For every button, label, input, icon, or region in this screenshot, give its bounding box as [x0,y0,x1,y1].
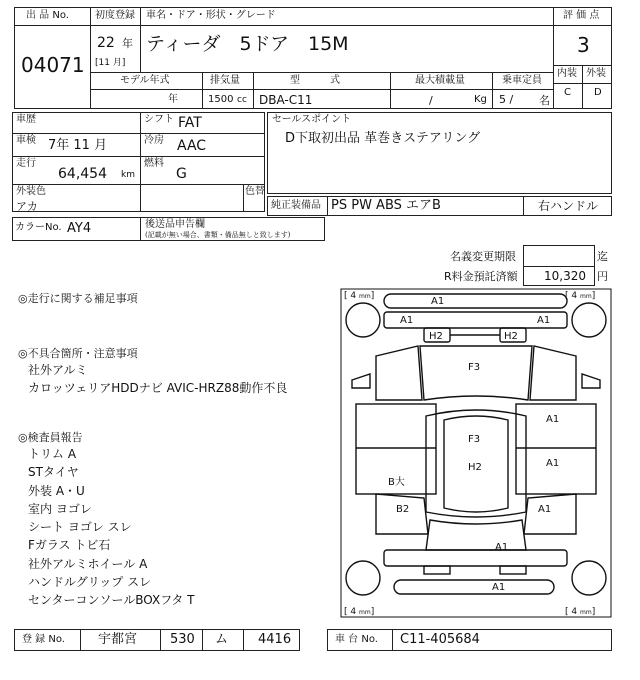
registration-label: 登 録 No. [22,634,65,645]
defect-item: 社外アルミ [28,363,88,377]
name-label: 車名・ドア・形状・グレード [146,10,276,21]
max-load-value: / [429,94,433,107]
displacement-label: 排気量 [210,75,240,86]
color-label: 外装色 [16,186,46,197]
type-label: 型 式 [290,75,340,86]
tire-bottom-right: 4 [571,607,578,617]
steering-value: 右ハンドル [538,199,599,213]
inspector-item: 外装 A・U [28,484,85,498]
mark-hood: F3 [468,362,481,373]
svg-text:[ 4 mm]: [ 4 mm] [565,291,596,301]
color-no-label: カラーNo. [15,222,62,233]
registration-number: 4416 [258,632,292,647]
tire-top-left: 4 [350,291,357,301]
shift-label: シフト [144,114,174,125]
aftermarket-note: (記載が無い場合、書類・備品無しと致します) [145,231,291,239]
max-load-unit: Kg [474,94,487,105]
inspector-item: ハンドルグリップ スレ [28,575,152,589]
svg-text:[ 4 mm]: [ 4 mm] [344,291,375,301]
first-reg-month: [11 月] [95,58,126,68]
first-reg-year: 22 [97,35,115,51]
running-header: ◎走行に関する補足事項 [18,292,138,305]
ac-label: 冷房 [144,135,164,146]
svg-text:A1: A1 [495,542,509,553]
defects-header: ◎不具合箇所・注意事項 [18,347,138,360]
car-damage-diagram [340,288,612,618]
equipment-label: 純正装備品 [271,200,321,211]
recycle-unit: 円 [597,270,608,283]
ac-value: AAC [177,138,207,154]
mark-front-right: A1 [537,315,551,326]
name-change-label: 名義変更期限 [450,250,516,263]
mileage-label: 走行 [16,158,36,169]
defect-item: カロッツェリアHDDナビ AVIC-HRZ88動作不良 [28,381,288,395]
model-year-unit: 年 [168,94,178,105]
inspector-item: シート ヨゴレ スレ [28,520,132,534]
mark-roof-f3: F3 [468,434,481,445]
history-label: 車歴 [16,114,36,125]
color-no-value: AY4 [67,221,92,236]
capacity-unit: 名 [539,94,550,107]
fuel-value: G [176,166,187,182]
mark-left-rear-door: B大 [388,477,405,488]
color-change-label: 色替 [245,186,265,197]
interior-grade: C [564,87,571,98]
tire-bottom-left: 4 [350,607,357,617]
chassis-number: C11-405684 [400,632,480,647]
chassis-label: 車 台 No. [335,634,378,645]
mark-right-rear-door: A1 [546,458,560,469]
inspector-item: センターコンソールBOXフタ T [28,593,195,607]
mark-front-bumper: A1 [431,296,445,307]
overall-score: 3 [577,33,590,57]
mark-right-rear-quarter: A1 [538,504,552,515]
fuel-label: 燃料 [144,158,164,169]
wheel-rear-right [572,561,606,595]
wheel-front-left [346,303,380,337]
inspector-header: ◎検査員報告 [18,431,83,444]
exterior-label: 外装 [586,68,606,79]
model-year-label: モデル年式 [120,75,170,86]
inspector-item: 社外アルミホイール A [28,557,148,571]
mark-roof-h2: H2 [468,462,482,473]
wheel-front-right [572,303,606,337]
registration-kana: ム [215,632,229,647]
displacement-value: 1500 [208,94,234,105]
inspection-value: 7年 11 月 [48,138,108,153]
first-reg-year-unit: 年 [122,37,133,50]
registration-class: 530 [170,632,195,647]
name-change-box [523,245,595,267]
details-box [12,112,265,212]
recycle-label: R料金預託済額 [444,270,518,283]
model-type: DBA-C11 [259,93,313,107]
exterior-grade: D [594,87,602,98]
inspector-item: 室内 ヨゴレ [28,502,92,516]
name-change-unit: 迄 [597,250,608,263]
mark-headlight-right: H2 [504,331,518,342]
svg-text:[ 4 mm]: [ 4 mm] [344,607,375,617]
svg-text:[ 4 mm]: [ 4 mm] [565,607,596,617]
equipment-value: PS PW ABS エアB [331,198,441,213]
lot-label: 出 品 No. [26,10,69,21]
car-name: ティーダ 5ドア 15M [146,33,349,55]
score-label: 評 価 点 [563,10,600,21]
inspector-item: STタイヤ [28,465,79,479]
mark-front-left: A1 [400,315,414,326]
inspector-item: Fガラス トビ石 [28,538,111,552]
max-load-label: 最大積載量 [415,75,465,86]
tire-top-right: 4 [571,291,578,301]
mark-left-rear-quarter: B2 [396,504,410,515]
capacity-label: 乗車定員 [502,75,542,86]
mark-headlight-left: H2 [429,331,443,342]
capacity-value: 5 / [499,93,514,106]
shift-value: FAT [178,115,202,131]
registration-region: 宇都宮 [98,632,138,647]
mileage-unit: km [121,170,135,180]
wheel-rear-left [346,561,380,595]
inspector-item: トリム A [28,447,77,461]
mark-right-front-door: A1 [546,414,560,425]
recycle-value: 10,320 [544,269,586,283]
color-value: アカ [16,200,38,213]
lot-number: 04071 [21,53,85,77]
sales-text: D下取初出品 革巻きステアリング [285,131,481,146]
inspection-label: 車検 [16,135,36,146]
mark-trunk: A1 [492,582,506,593]
displacement-unit: cc [237,95,247,105]
first-reg-label: 初度登録 [95,10,135,21]
aftermarket-label: 後送品申告欄 [145,219,205,230]
mileage-value: 64,454 [58,166,107,182]
interior-label: 内装 [557,68,577,79]
sales-label: セールスポイント [272,114,352,125]
